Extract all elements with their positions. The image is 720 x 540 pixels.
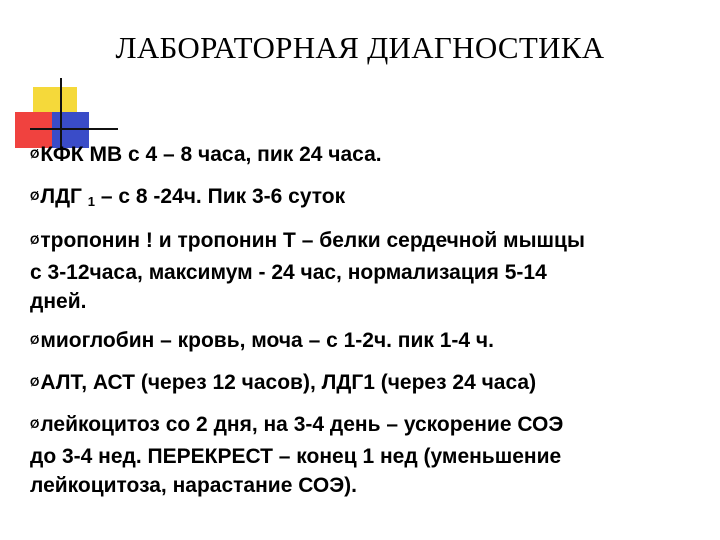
bullet-text: миоглобин – кровь, моча – с 1-2ч. пик 1-4 ч. xyxy=(40,329,494,352)
bullet-text: АЛТ, АСТ (через 12 часов), ЛДГ1 (через 24 часа) xyxy=(40,371,537,394)
arrow-bullet-icon: Ø xyxy=(30,233,40,247)
list-item xyxy=(30,226,712,316)
bullet-continuation: до 3-4 нед. ПЕРЕКРЕСТ – конец 1 нед (уменьшение xyxy=(30,445,562,468)
arrow-bullet-icon: Ø xyxy=(30,417,40,431)
list-item xyxy=(30,326,712,358)
arrow-bullet-icon: Ø xyxy=(30,333,40,347)
bullet-continuation: с 3-12часа, максимум - 24 час, нормализация 5-14 xyxy=(30,261,547,284)
bullet-text: КФК МВ с 4 – 8 часа, пик 24 часа. xyxy=(40,143,382,166)
bullet-text: ЛДГ xyxy=(40,185,88,208)
slide-title: ЛАБОРАТОРНАЯ ДИАГНОСТИКА xyxy=(115,30,605,65)
arrow-bullet-icon: Ø xyxy=(30,147,40,161)
list-item xyxy=(30,410,712,500)
list-item xyxy=(30,140,712,172)
bullet-text: – с 8 -24ч. Пик 3-6 суток xyxy=(95,185,346,208)
list-item xyxy=(30,182,712,216)
bullet-continuation: дней. xyxy=(30,290,87,313)
decorative-horizontal-line xyxy=(30,128,118,130)
bullet-subscript: 1 xyxy=(87,194,96,209)
arrow-bullet-icon: Ø xyxy=(30,189,40,203)
bullet-text: тропонин ! и тропонин T – белки сердечной мышцы xyxy=(40,229,585,252)
bullet-text: лейкоцитоз со 2 дня, на 3-4 день – ускорение СОЭ xyxy=(40,413,564,436)
list-item xyxy=(30,368,712,400)
arrow-bullet-icon: Ø xyxy=(30,375,40,389)
bullet-continuation: лейкоцитоза, нарастание СОЭ). xyxy=(30,474,357,497)
bullet-list xyxy=(30,140,712,500)
